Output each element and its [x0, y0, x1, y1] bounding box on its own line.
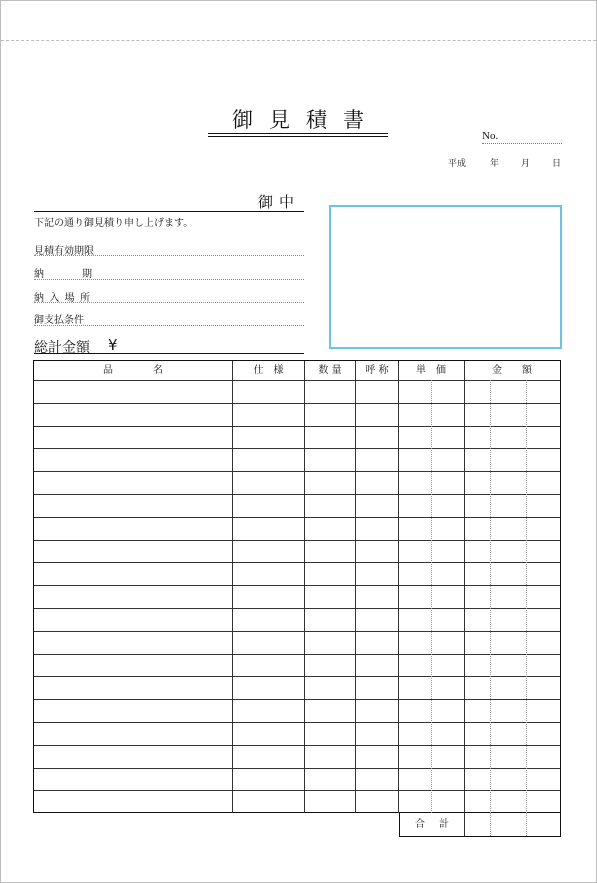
table-row-rule	[34, 517, 560, 518]
table-row-rule	[34, 562, 560, 563]
field-line-validity	[34, 255, 304, 256]
field-label-validity: 見積有効期限	[34, 246, 94, 257]
field-label-delivery-date: 納期	[34, 269, 92, 280]
total-amount-line	[34, 353, 304, 354]
header-rule	[34, 380, 560, 381]
stamp-box	[329, 205, 562, 349]
table-row-rule	[34, 540, 560, 541]
table-row-rule	[34, 790, 560, 791]
intro-text: 下記の通り御見積り申し上げます。	[34, 218, 194, 229]
document-title: 御見積書	[232, 108, 380, 132]
table-row-rule	[34, 722, 560, 723]
field-line-delivery-date	[34, 279, 304, 280]
table-row-rule	[34, 471, 560, 472]
table-row-rule	[34, 745, 560, 746]
table-row-rule	[34, 699, 560, 700]
addressee-line	[34, 211, 304, 212]
date-month: 月	[521, 159, 531, 169]
date-year: 年	[490, 159, 500, 169]
total-amount-label: 総計金額	[34, 340, 90, 356]
table-row-rule	[34, 654, 560, 655]
grand-total-divider	[464, 813, 465, 836]
table-dotted-rule	[526, 380, 527, 813]
addressee-suffix: 御中	[258, 193, 301, 211]
table-column-rule	[398, 361, 399, 813]
header-amount: 金 額	[492, 365, 532, 376]
table-row-rule	[34, 768, 560, 769]
field-label-payment-terms: 御支払条件	[34, 315, 84, 326]
date-day: 日	[552, 159, 562, 169]
title-underline	[208, 133, 388, 137]
field-line-delivery-place	[34, 302, 304, 303]
perforation-line	[1, 40, 596, 41]
grand-total-dotted-2	[526, 813, 527, 836]
header-unit: 呼 称	[365, 365, 389, 376]
header-unit-price: 単 価	[416, 365, 446, 376]
header-quantity: 数 量	[318, 365, 342, 376]
table-column-rule	[232, 361, 233, 813]
currency-symbol: ¥	[108, 336, 118, 354]
table-column-rule	[355, 361, 356, 813]
table-row-rule	[34, 585, 560, 586]
table-row-rule	[34, 403, 560, 404]
table-row-rule	[34, 631, 560, 632]
number-label: No.	[482, 130, 499, 142]
header-item-name: 品 名	[103, 365, 163, 376]
grand-total-dotted-1	[490, 813, 491, 836]
table-row-rule	[34, 448, 560, 449]
table-row-rule	[34, 608, 560, 609]
table-row-rule	[34, 494, 560, 495]
table-dotted-rule	[490, 380, 491, 813]
grand-total-label: 合計	[415, 819, 463, 830]
field-label-delivery-place: 納入場所	[34, 293, 90, 304]
table-column-rule	[304, 361, 305, 813]
table-column-rule	[464, 361, 465, 813]
date-era: 平成	[448, 159, 467, 169]
number-line	[482, 143, 562, 144]
header-spec: 仕 様	[253, 365, 284, 376]
field-line-payment-terms	[34, 325, 304, 326]
table-row-rule	[34, 676, 560, 677]
table-dotted-rule	[431, 380, 432, 813]
table-row-rule	[34, 426, 560, 427]
